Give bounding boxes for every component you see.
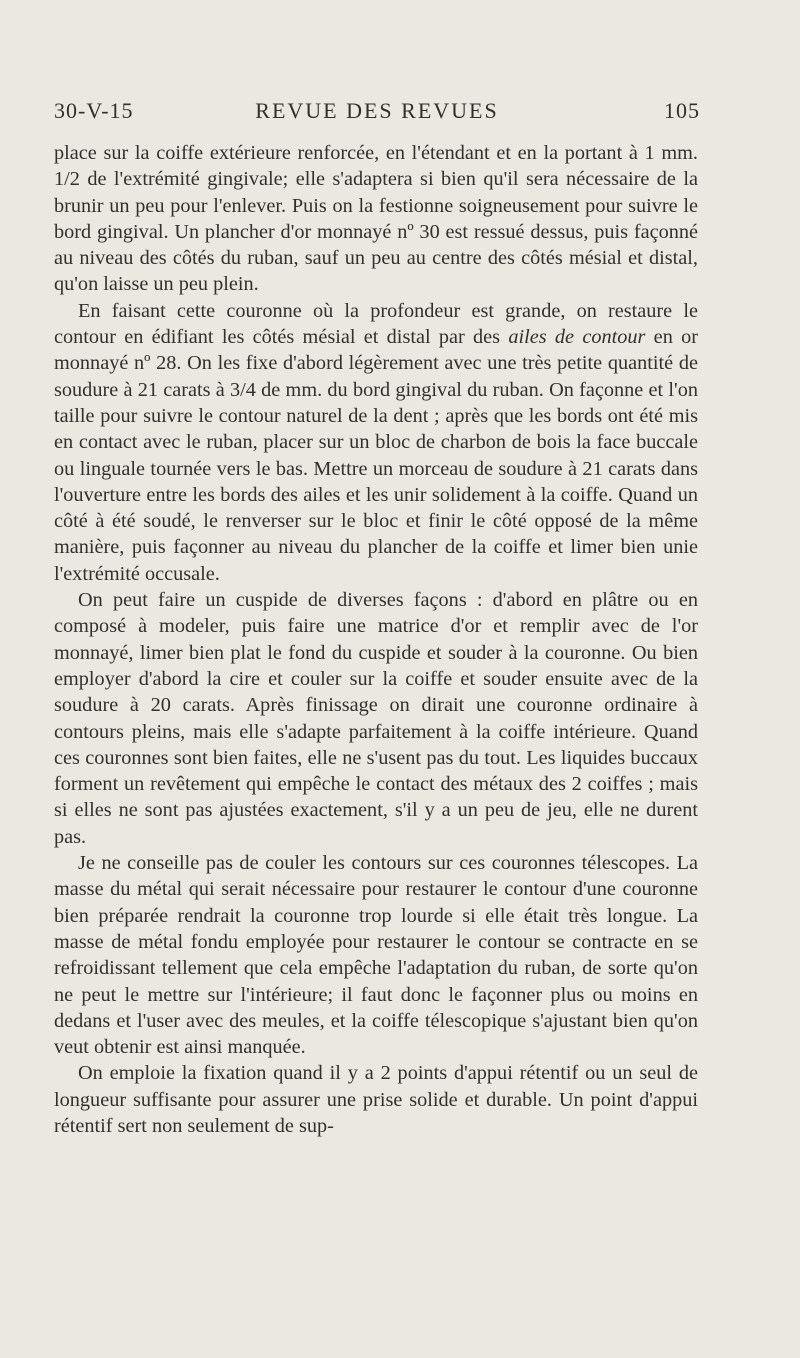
article-body xyxy=(54,140,698,1139)
paragraph-5: On emploie la fixation quand il y a 2 points d'appui rétentif ou un seul de longueur suffisante pour assurer une prise solide et durable. Un point d'appui rétentif sert non seulement de sup- xyxy=(54,1062,698,1137)
paragraph-3: On peut faire un cuspide de diverses façons : d'abord en plâtre ou en composé à modeler, puis faire une matrice d'or et remplir avec de l'or monnayé, limer bien plat le fond du cuspide et souder à la couronne. Ou bien employer d'abord la cire et couler sur la coiffe et souder ensuite avec de la soudure à 20 carats. Après finissage on dirait une couronne ordinaire à contours pleins, mais elle s'adapte parfaitement à la coiffe intérieure. Quand ces couronnes sont bien faites, elle ne s'usent pas du tout. Les liquides buccaux forment un revêtement qui empêche le contact des métaux des 2 coiffes ; mais si elles ne sont pas ajustées exactement, s'il y a un peu de jeu, elle ne durent pas. xyxy=(54,589,698,848)
paragraph-2-after: en or monnayé nº 28. On les fixe d'abord légèrement avec une très petite quantité de soudure à 21 carats à 3/4 de mm. du bord gingival du ruban. On façonne et l'on taille pour suivre le contour naturel de la dent ; après que les bords ont été mis en contact avec le ruban, placer sur un bloc de charbon de bois la face buccale ou linguale tournée vers le bas. Mettre un morceau de soudure à 21 carats dans l'ouverture entre les bords des ailes et les unir solidement à la coiffe. Quand un côté à été soudé, le renverser sur le bloc et finir le côté opposé de la même manière, puis façonner au niveau du plancher de la coiffe et limer bien unie l'extrémité occusale. xyxy=(54,326,698,585)
paragraph-2 xyxy=(54,298,698,587)
header-title: REVUE DES REVUES xyxy=(255,98,499,123)
paragraph-4: Je ne conseille pas de couler les contours sur ces couronnes télescopes. La masse du métal qui serait nécessaire pour restaurer le contour d'une couronne bien préparée rendrait la couronne trop lourde si elle était très longue. La masse de métal fondu employée pour restaurer le contour se contracte en se refroidissant tellement que cela empêche l'adaptation du ruban, de sorte qu'on ne peut le mettre sur l'intérieure; il faut donc le façonner plus ou moins en dedans et l'user avec des meules, et la coiffe télescopique s'ajustant bien qu'on veut obtenir est ainsi manquée. xyxy=(54,852,698,1059)
page-number: 105 xyxy=(664,98,700,123)
running-header xyxy=(54,98,700,128)
paragraph-1: place sur la coiffe extérieure renforcée, en l'étendant et en la portant à 1 mm. 1/2 de l'extrémité gingivale; elle s'adaptera si bien qu'il sera nécessaire de la brunir un peu pour l'enlever. Puis on la festionne soigneusement pour suivre le bord gingival. Un plancher d'or monnayé nº 30 est ressué dessus, puis façonné au niveau des côtés du ruban, sauf un peu au centre des côtés mésial et distal, qu'on laisse un peu plein. xyxy=(54,142,698,296)
paragraph-2-italic-term: ailes de contour xyxy=(508,326,646,349)
paragraph-2-before: En faisant cette couronne où la profondeur est grande, on restaure le contour en édifiant les côtés mésial et distal par des xyxy=(54,299,698,349)
header-date: 30-V-15 xyxy=(54,98,134,123)
